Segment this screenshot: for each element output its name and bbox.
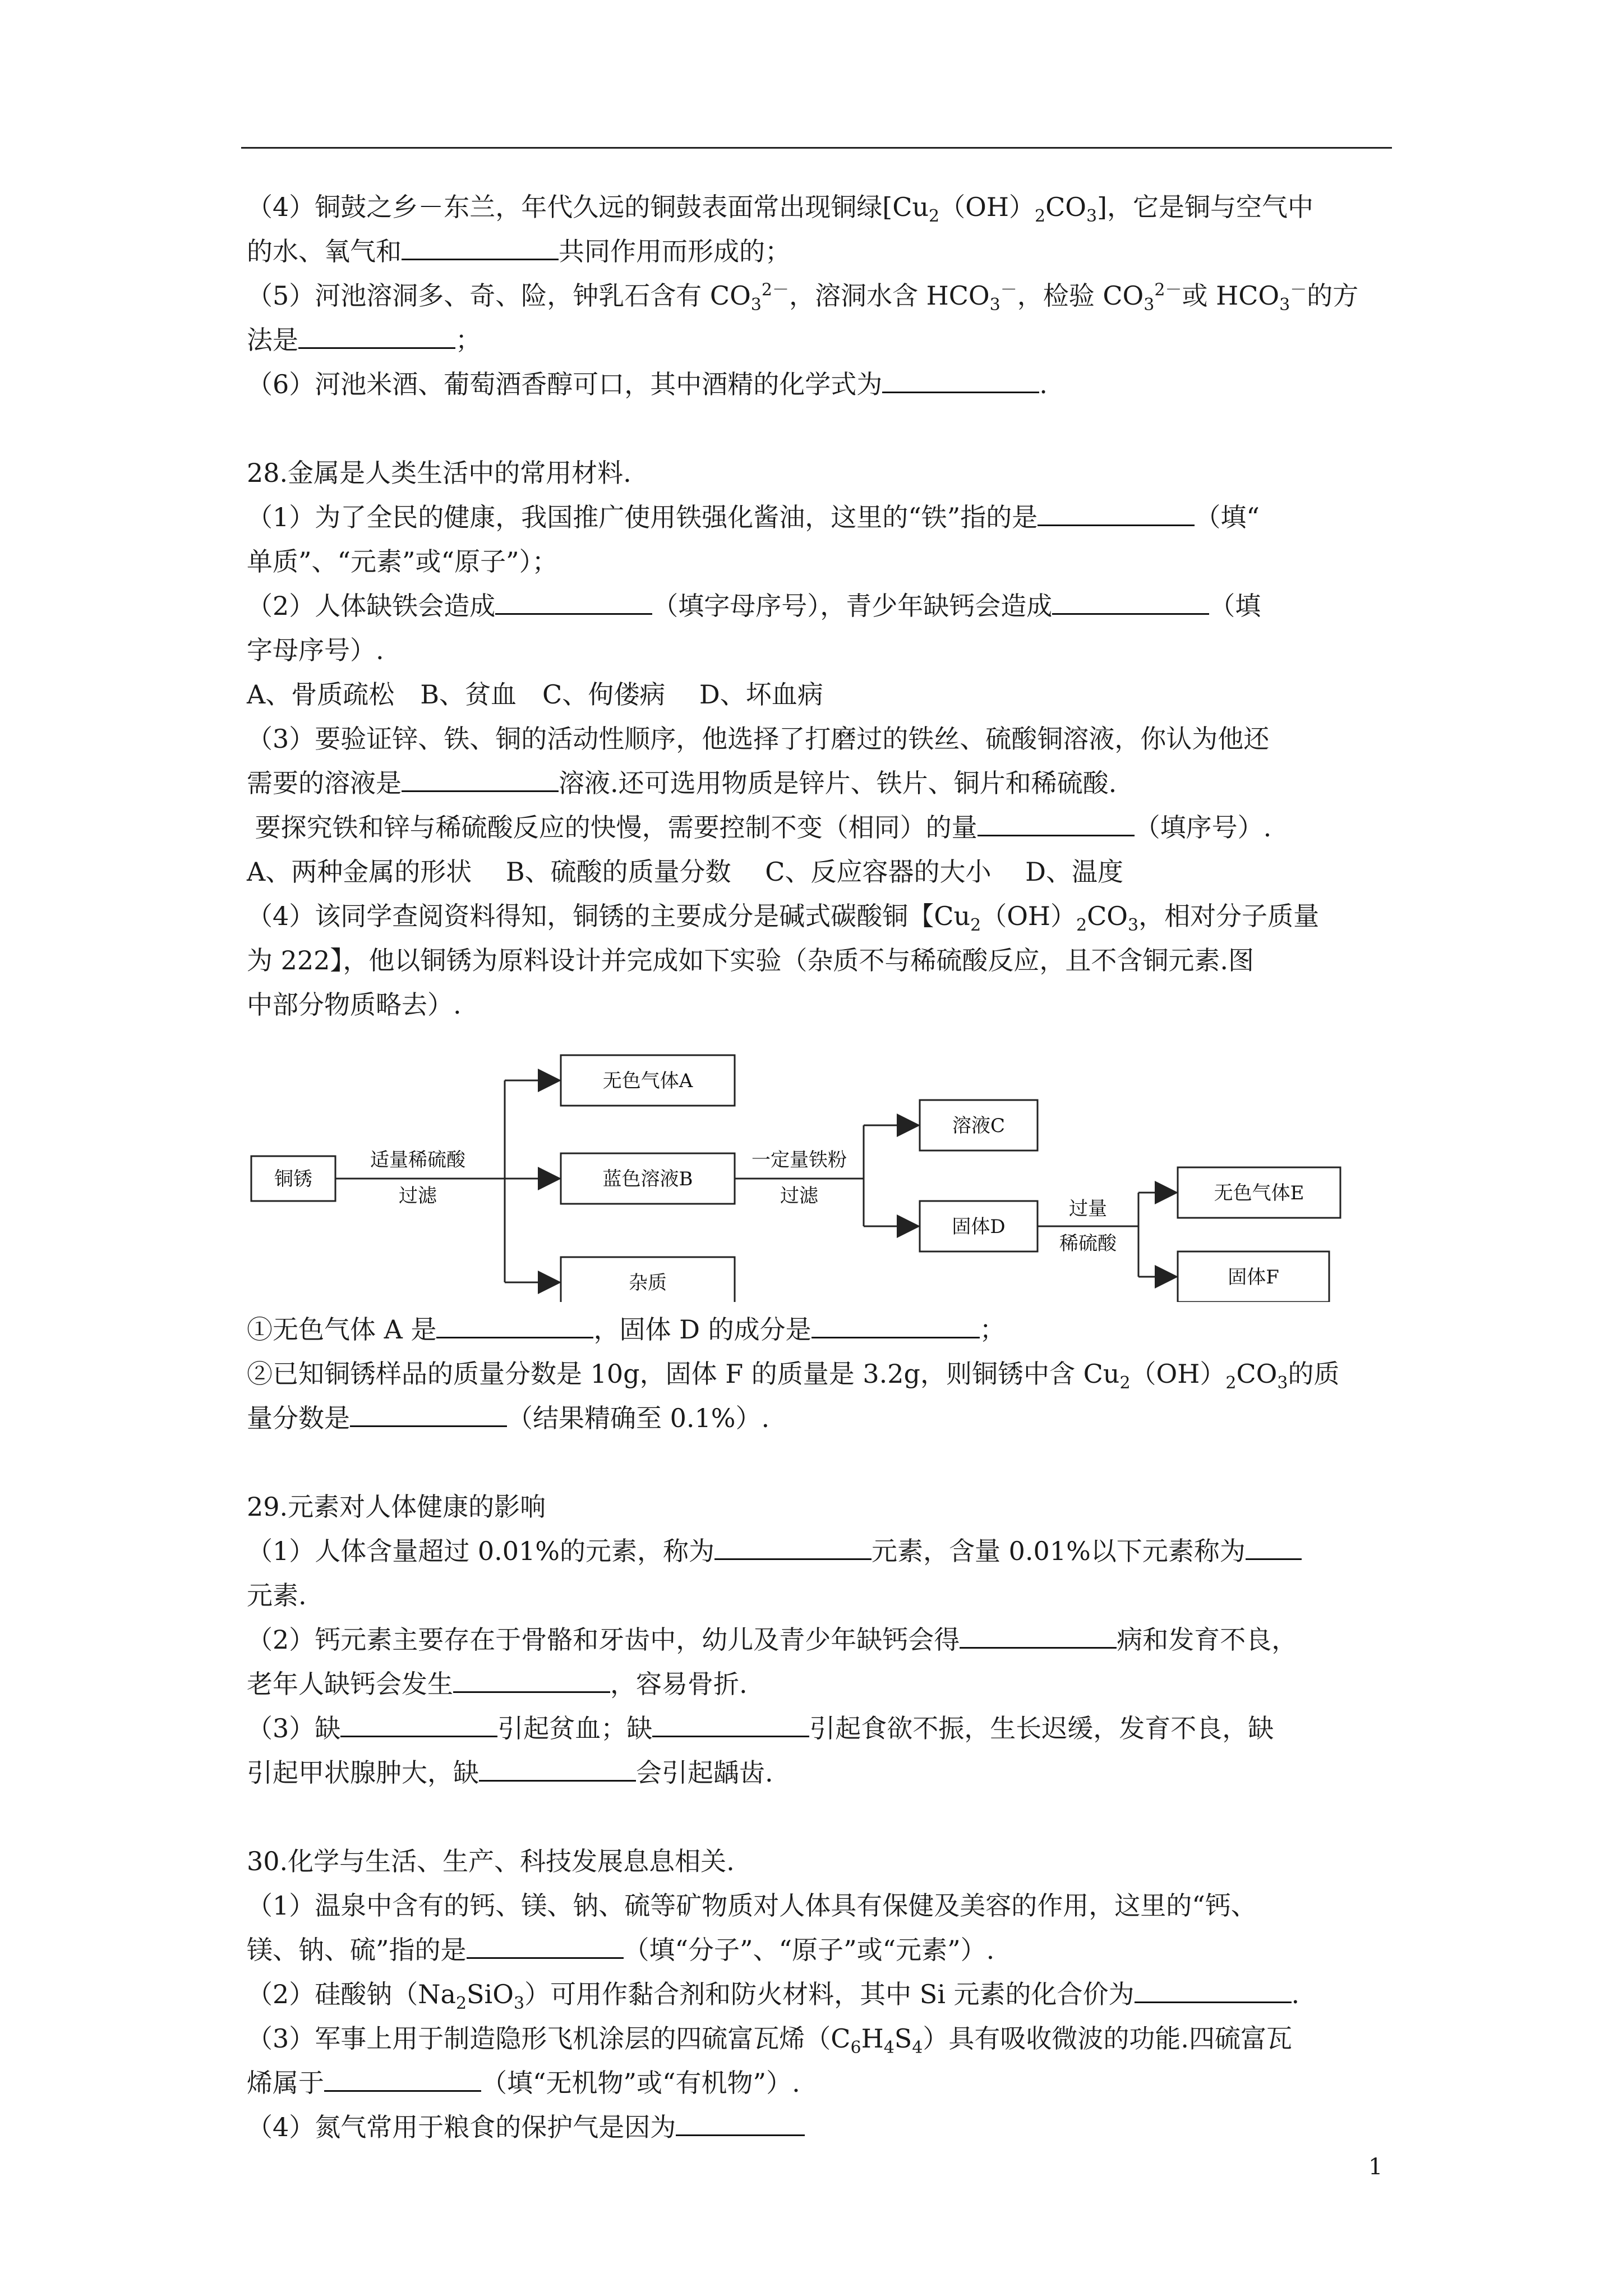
header-rule — [241, 147, 1392, 149]
q30-part1: （1）温泉中含有的钙、镁、钠、硫等矿物质对人体具有保健及美容的作用，这里的“钙、 — [247, 1890, 1257, 1921]
q28-part4: （4）该同学查阅资料得知，铜锈的主要成分是碱式碳酸铜【$Cu_2(OH)_2CO_3$，相对分子质量 — [247, 901, 1320, 936]
label-solid-d: 固体D — [952, 1216, 1006, 1238]
q28-part1-cont: 单质”、“元素”或“原子”）； — [247, 546, 558, 577]
answer-blank[interactable] — [652, 1708, 809, 1737]
answer-blank[interactable] — [453, 1663, 610, 1693]
q29-part1-cont: 元素. — [247, 1580, 307, 1611]
label-blue-b: 蓝色溶液B — [602, 1168, 693, 1190]
answer-blank[interactable] — [402, 762, 559, 792]
label-gas-a: 无色气体A — [602, 1070, 693, 1092]
label-solution-c: 溶液C — [952, 1115, 1006, 1137]
q27-part5: （5）河池溶洞多、奇、险，钟乳石含有 $CO_3^{2-}$，溶洞水含 $HCO_3^-$，检验 $CO_3^{2-}$或 $HCO_3^-$的方 — [247, 280, 1359, 315]
label-gas-e: 无色气体E — [1214, 1182, 1304, 1204]
answer-blank[interactable] — [340, 1708, 497, 1737]
answer-blank[interactable] — [350, 1397, 507, 1427]
label-copper-rust: 铜锈 — [274, 1168, 312, 1190]
q28-options2: A、两种金属的形状 B、硫酸的质量分数 C、反应容器的大小 D、温度 — [247, 857, 1123, 887]
q30-part3-cont: 烯属于 （填“无机物”或“有机物”）. — [247, 2061, 1391, 2105]
q29-title: 29.元素对人体健康的影响 — [247, 1492, 546, 1522]
q28-title: 28.金属是人类生活中的常用材料. — [247, 458, 631, 488]
answer-blank[interactable] — [1135, 1973, 1292, 2003]
answer-blank[interactable] — [811, 1309, 980, 1338]
q29-part1: （1）人体含量超过 0.01%的元素，称为 元素，含量 0.01%以下元素称为 — [247, 1529, 1391, 1573]
q28-options1: A、骨质疏松 B、贫血 C、佝偻病 D、坏血病 — [247, 679, 823, 710]
answer-blank[interactable] — [298, 319, 455, 349]
answer-blank[interactable] — [1246, 1530, 1302, 1560]
q30-part3: （3）军事上用于制造隐形飞机涂层的四硫富瓦烯$(C_6H_4S_4)$具有吸收微波的功能.四硫富瓦 — [247, 2023, 1293, 2058]
q28-sub2-cont: 量分数是 （结果精确至 0.1%）. — [247, 1396, 1391, 1441]
answer-blank[interactable] — [676, 2106, 805, 2136]
label-impurity: 杂质 — [629, 1272, 667, 1294]
copper-rust-flow-diagram — [247, 1033, 1391, 1302]
q29-part2: （2）钙元素主要存在于骨骼和牙齿中，幼儿及青少年缺钙会得 病和发育不良， — [247, 1618, 1391, 1662]
q28-part4-cont2: 中部分物质略去）. — [247, 990, 462, 1020]
q30-part2: （2）硅酸钠$(Na_2SiO_3)$可用作黏合剂和防火材料，其中 Si 元素的化合价为 . — [247, 1972, 1391, 2017]
q27-part6: （6）河池米酒、葡萄酒香醇可口，其中酒精的化学式为 . — [247, 362, 1391, 407]
label-step3-top: 过量 — [1069, 1198, 1107, 1220]
label-step2-bottom: 过滤 — [780, 1185, 818, 1207]
answer-blank[interactable] — [495, 585, 652, 615]
answer-blank[interactable] — [882, 364, 1039, 393]
q29-part2-cont: 老年人缺钙会发生 ，容易骨折. — [247, 1662, 1391, 1706]
label-step2-top: 一定量铁粉 — [751, 1149, 847, 1171]
answer-blank[interactable] — [402, 231, 559, 260]
answer-blank[interactable] — [1038, 496, 1195, 526]
answer-blank[interactable] — [1052, 585, 1209, 615]
answer-blank[interactable] — [960, 1619, 1117, 1649]
q28-part1: （1）为了全民的健康，我国推广使用铁强化酱油，这里的“铁”指的是 （填“ — [247, 495, 1391, 540]
q28-part3-cont: 需要的溶液是 溶液.还可选用物质是锌片、铁片、铜片和稀硫酸. — [247, 761, 1391, 806]
label-step1-bottom: 过滤 — [399, 1185, 437, 1207]
q28-sub1: ①无色气体 A 是 ，固体 D 的成分是 ； — [247, 1308, 1391, 1352]
q28-part4-cont: 为 222】，他以铜锈为原料设计并完成如下实验（杂质不与稀硫酸反应，且不含铜元素.图 — [247, 945, 1255, 976]
answer-blank[interactable] — [714, 1530, 872, 1560]
document-body — [247, 185, 1391, 2150]
answer-blank[interactable] — [467, 1929, 624, 1959]
label-step3-bottom: 稀硫酸 — [1059, 1232, 1117, 1255]
q30-title: 30.化学与生活、生产、科技发展息息相关. — [247, 1846, 735, 1876]
q29-part3-cont: 引起甲状腺肿大，缺 会引起龋齿. — [247, 1751, 1391, 1795]
q28-part2-cont: 字母序号）. — [247, 635, 384, 665]
label-step1-top: 适量稀硫酸 — [370, 1149, 465, 1171]
q28-part2: （2）人体缺铁会造成 （填字母序号），青少年缺钙会造成 （填 — [247, 584, 1391, 628]
q30-part4: （4）氮气常用于粮食的保护气是因为 — [247, 2105, 1391, 2150]
q27-part4-cont: 的水、氧气和 共同作用而形成的； — [247, 229, 1391, 274]
q28-sub2: ②已知铜锈样品的质量分数是 10g，固体 F 的质量是 3.2g，则铜锈中含 $Cu_2(OH)_2CO_3$的质 — [247, 1359, 1340, 1393]
label-solid-f: 固体F — [1228, 1266, 1279, 1289]
q27-part4: （4）铜鼓之乡－东兰，年代久远的铜鼓表面常出现铜绿$[Cu_2(OH)_2CO_3]$，它是铜与空气中 — [247, 192, 1314, 227]
answer-blank[interactable] — [479, 1752, 636, 1782]
q29-part3: （3）缺 引起贫血；缺 引起食欲不振，生长迟缓，发育不良，缺 — [247, 1706, 1391, 1751]
q30-part1-cont: 镁、钠、硫”指的是 （填“分子”、“原子”或“元素”）. — [247, 1928, 1391, 1972]
q27-part5-cont: 法是 ； — [247, 318, 1391, 362]
answer-blank[interactable] — [436, 1309, 593, 1338]
q28-part3-rate: 要探究铁和锌与稀硫酸反应的快慢，需要控制不变（相同）的量 （填序号）. — [247, 806, 1391, 850]
answer-blank[interactable] — [978, 807, 1135, 836]
q28-part3: （3）要验证锌、铁、铜的活动性顺序，他选择了打磨过的铁丝、硫酸铜溶液，你认为他还 — [247, 724, 1270, 754]
page-number: 1 — [1368, 2154, 1383, 2180]
answer-blank[interactable] — [324, 2062, 481, 2092]
